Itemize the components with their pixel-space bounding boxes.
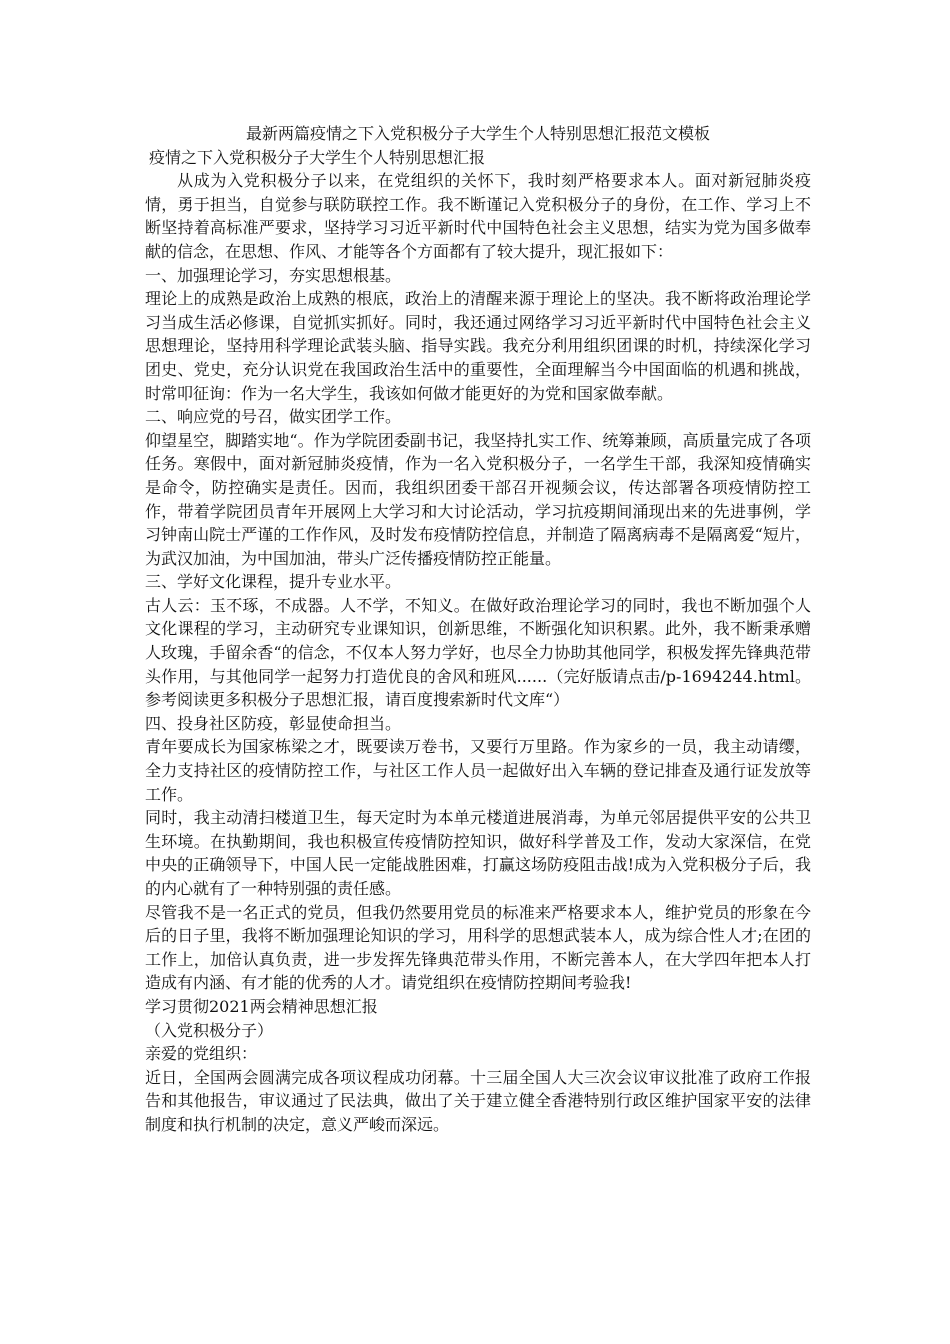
second-report-role: （入党积极分子） (145, 1020, 274, 1040)
section-body-4b: 同时，我主动清扫楼道卫生，每天定时为本单元楼道进展消毒，为单元邻居提供平安的公共卫生环境。在执勤期间，我也积极宣传疫情防控知识，做好科学普及工作，发动大家深信，在党中央的正确领导下，中国人民一定能战胜困难，打赢这场防疫阻击战!成为入党积极分子后，我的内心就有了一种特别强的责任感。 (145, 808, 811, 898)
document-page (145, 122, 811, 1137)
section-heading-4: 四、投身社区防疫，彰显使命担当。 (145, 713, 402, 733)
section-body-4a: 青年要成长为国家栋梁之才，既要读万卷书，又要行万里路。作为家乡的一员，我主动请缨，全力支持社区的疫情防控工作，与社区工作人员一起做好出入车辆的登记排查及通行证发放等工作。 (145, 737, 811, 804)
second-report-title: 学习贯彻2021两会精神思想汇报 (145, 996, 378, 1016)
section-heading-1: 一、加强理论学习，夯实思想根基。 (145, 265, 402, 285)
section-body-3: 古人云：玉不琢，不成器。人不学，不知义。在做好政治理论学习的同时，我也不断加强个人文化课程的学习，主动研究专业课知识，创新思维，不断强化知识积累。此外，我不断秉承赠人玫瑰，手留余香“的信念，不仅本人努力学好，也尽全力协助其他同学，积极发挥先锋典范带头作用，与其他同学一起努力打造优良的舍风和班风......（完好版请点击/p-1694244.html。参考阅读更多积极分子思想汇报，请百度搜索新时代文库“） (145, 595, 811, 710)
section-heading-2: 二、响应党的号召，做实团学工作。 (145, 407, 402, 427)
intro-paragraph: 从成为入党积极分子以来，在党组织的关怀下，我时刻严格要求本人。面对新冠肺炎疫情，勇于担当，自觉参与联防联控工作。我不断谨记入党积极分子的身份，在工作、学习上不断坚持着高标准严要求，坚持学习习近平新时代中国特色社会主义思想，结实为党为国多做奉献的信念，在思想、作风、才能等各个方面都有了较大提升，现汇报如下： (145, 171, 811, 261)
second-report-body: 近日，全国两会圆满完成各项议程成功闭幕。十三届全国人大三次会议审议批准了政府工作报告和其他报告，审议通过了民法典，做出了关于建立健全香港特别行政区维护国家平安的法律制度和执行机制的决定，意义严峻而深远。 (145, 1067, 811, 1134)
salutation: 亲爱的党组织： (145, 1044, 258, 1064)
document-subtitle: 疫情之下入党积极分子大学生个人特别思想汇报 (149, 147, 486, 167)
document-title: 最新两篇疫情之下入党积极分子大学生个人特别思想汇报范文模板 (245, 124, 710, 143)
section-body-1: 理论上的成熟是政治上成熟的根底，政治上的清醒来源于理论上的坚决。我不断将政治理论学习当成生活必修课，自觉抓实抓好。同时，我还通过网络学习习近平新时代中国特色社会主义思想理论，坚持用科学理论武装头脑、指导实践。我充分利用组织团课的时机，持续深化学习团史、党史，充分认识党在我国政治生活中的重要性，全面理解当今中国面临的机遇和挑战，时常叩征询：作为一名大学生，我该如何做才能更好的为党和国家做奉献。 (145, 289, 811, 403)
section-body-2: 仰望星空，脚踏实地“。作为学院团委副书记，我坚持扎实工作、统筹兼顾，高质量完成了各项任务。寒假中，面对新冠肺炎疫情，作为一名入党积极分子，一名学生干部，我深知疫情确实是命令，防控确实是责任。因而，我组织团委干部召开视频会议，传达部署各项疫情防控工作，带着学院团员青年开展网上大学习和大讨论活动，学习抗疫期间涌现出来的先进事例，学习钟南山院士严谨的工作作风，及时发布疫情防控信息，并制造了隔离病毒不是隔离爱“短片，为武汉加油，为中国加油，带头广泛传播疫情防控正能量。 (145, 430, 811, 568)
closing-paragraph: 尽管我不是一名正式的党员，但我仍然要用党员的标准来严格要求本人，维护党员的形象在今后的日子里，我将不断加强理论知识的学习，用科学的思想武装本人，成为综合性人才;在团的工作上，加倍认真负责，进一步发挥先锋典范带头作用，不断完善本人，在大学四年把本人打造成有内涵、有才能的优秀的人才。请党组织在疫情防控期间考验我! (145, 902, 811, 993)
section-heading-3: 三、学好文化课程，提升专业水平。 (145, 572, 402, 592)
